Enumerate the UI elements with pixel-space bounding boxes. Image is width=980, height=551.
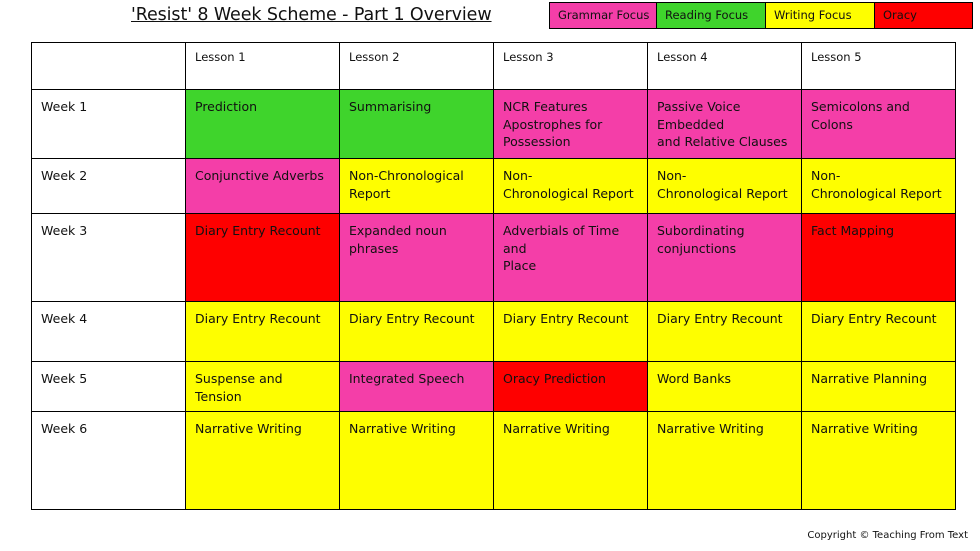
scheme-overview-table <box>31 42 956 510</box>
lesson-header: Lesson 1 <box>186 43 340 90</box>
week-row <box>32 159 956 214</box>
lesson-header: Lesson 3 <box>494 43 648 90</box>
legend-writing-focus: Writing Focus <box>766 2 875 29</box>
week-label: Week 4 <box>32 302 186 362</box>
page-title: 'Resist' 8 Week Scheme - Part 1 Overview <box>131 5 492 25</box>
lesson-cell: Subordinating conjunctions <box>648 214 802 302</box>
lesson-cell: Expanded noun phrases <box>340 214 494 302</box>
week-row <box>32 302 956 362</box>
lesson-cell: Fact Mapping <box>802 214 956 302</box>
lesson-header: Lesson 5 <box>802 43 956 90</box>
lesson-cell: Diary Entry Recount <box>186 214 340 302</box>
lesson-cell: Integrated Speech <box>340 362 494 412</box>
legend-reading-focus: Reading Focus <box>657 2 766 29</box>
lesson-cell: Non- Chronological Report <box>802 159 956 214</box>
lesson-cell: NCR Features Apostrophes for Possession <box>494 90 648 159</box>
lesson-cell: Diary Entry Recount <box>186 302 340 362</box>
lesson-cell: Diary Entry Recount <box>802 302 956 362</box>
legend-oracy: Oracy <box>875 2 973 29</box>
week-label: Week 6 <box>32 412 186 510</box>
lesson-cell: Suspense and Tension <box>186 362 340 412</box>
week-row <box>32 90 956 159</box>
lesson-cell: Non-Chronological Report <box>340 159 494 214</box>
lesson-cell: Narrative Writing <box>186 412 340 510</box>
corner-cell <box>32 43 186 90</box>
lesson-cell: Non- Chronological Report <box>648 159 802 214</box>
lesson-header: Lesson 4 <box>648 43 802 90</box>
lesson-cell: Narrative Writing <box>802 412 956 510</box>
lesson-cell: Word Banks <box>648 362 802 412</box>
lesson-cell: Narrative Planning <box>802 362 956 412</box>
lesson-cell: Summarising <box>340 90 494 159</box>
week-label: Week 1 <box>32 90 186 159</box>
week-label: Week 3 <box>32 214 186 302</box>
lesson-header-row <box>32 43 956 90</box>
legend-grammar-focus: Grammar Focus <box>549 2 657 29</box>
week-row <box>32 412 956 510</box>
week-row <box>32 214 956 302</box>
lesson-cell: Oracy Prediction <box>494 362 648 412</box>
lesson-cell: Conjunctive Adverbs <box>186 159 340 214</box>
lesson-cell: Adverbials of Time and Place <box>494 214 648 302</box>
lesson-cell: Narrative Writing <box>648 412 802 510</box>
week-label: Week 2 <box>32 159 186 214</box>
lesson-cell: Narrative Writing <box>340 412 494 510</box>
lesson-cell: Passive Voice Embedded and Relative Clauses <box>648 90 802 159</box>
lesson-header: Lesson 2 <box>340 43 494 90</box>
lesson-cell: Diary Entry Recount <box>648 302 802 362</box>
week-row <box>32 362 956 412</box>
lesson-cell: Semicolons and Colons <box>802 90 956 159</box>
lesson-cell: Prediction <box>186 90 340 159</box>
week-label: Week 5 <box>32 362 186 412</box>
lesson-cell: Narrative Writing <box>494 412 648 510</box>
lesson-cell: Diary Entry Recount <box>340 302 494 362</box>
lesson-cell: Diary Entry Recount <box>494 302 648 362</box>
copyright-notice: Copyright © Teaching From Text <box>807 530 968 541</box>
focus-legend <box>549 2 973 29</box>
lesson-cell: Non- Chronological Report <box>494 159 648 214</box>
